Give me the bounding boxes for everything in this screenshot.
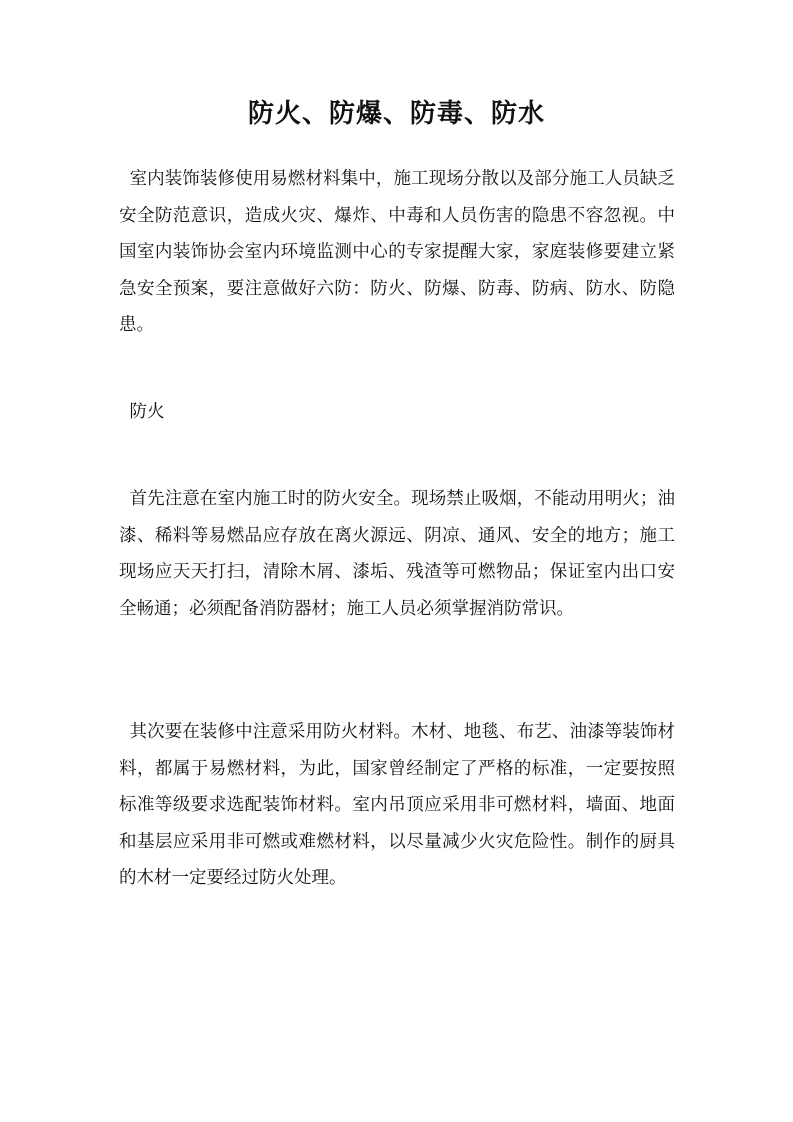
fire-safety-paragraph: 首先注意在室内施工时的防火安全。现场禁止吸烟，不能动用明火；油漆、稀料等易燃品应存放在离火源远、阴凉、通风、安全的地方；施工现场应天天打扫，清除木屑、漆垢、残渣等可燃物品；保证室内出口安全畅通；必须配备消防器材；施工人员必须掌握消防常识。 bbox=[119, 489, 675, 619]
fireproof-materials-paragraph: 其次要在装修中注意采用防火材料。木材、地毯、布艺、油漆等装饰材料，都属于易燃材料，为此，国家曾经制定了严格的标准，一定要按照标准等级要求选配装饰材料。室内吊顶应采用非可燃材料，墙面、地面和基层应采用非可燃或难燃材料，以尽量减少火灾危险性。制作的厨具的木材一定要经过防火处理。 bbox=[119, 722, 675, 888]
section-heading-fire-prevention: 防火 bbox=[129, 402, 165, 422]
document-title: 防火、防爆、防毒、防水 bbox=[247, 99, 545, 129]
intro-paragraph: 室内装饰装修使用易燃材料集中，施工现场分散以及部分施工人员缺乏安全防范意识，造成火灾、爆炸、中毒和人员伤害的隐患不容忽视。中国室内装饰协会室内环境监测中心的专家提醒大家，家庭装修要建立紧急安全预案，要注意做好六防：防火、防爆、防毒、防病、防水、防隐患。 bbox=[119, 169, 675, 335]
